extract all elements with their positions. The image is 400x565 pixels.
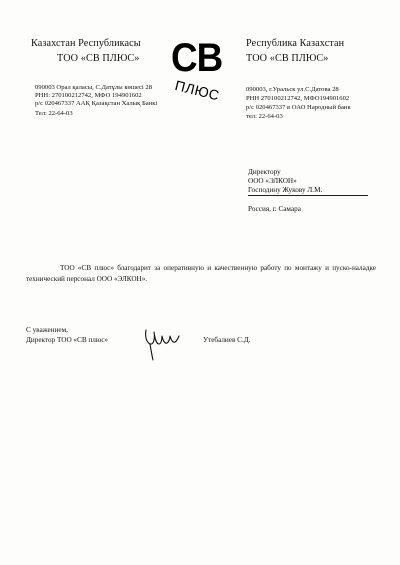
header-left-account: р/с 020467337 ААҚ Қазақстан Халық Банкі [35, 100, 158, 107]
recipient-title: Директору [248, 168, 281, 176]
letter-body: ТОО «СВ плюс» благодарит за оперативную и качественную работу по монтажу и пуско-наладке технический персонал ООО «ЭЛКОН». [26, 264, 376, 283]
signer-position: Директор ТОО «СВ плюс» [26, 336, 108, 344]
recipient-location: Россия, г. Самара [248, 205, 301, 213]
header-right-address: 090003, г.Уральск ул.С.Датова 28 [246, 86, 339, 93]
recipient-name: Господину Жукову Л.М. [248, 186, 323, 194]
header-right-country: Республика Казахстан [246, 38, 345, 49]
recipient-organization: ООО «ЭЛКОН» [248, 177, 297, 185]
company-logo [171, 38, 231, 104]
header-left-country: Казахстан Республикасы [31, 38, 141, 49]
logo-word: ПЛЮС [173, 77, 222, 104]
signer-name: Утебалиев С.Д. [203, 336, 251, 344]
header-right-account: р/с 020467337 в ОАО Народный банк [246, 104, 351, 111]
recipient-divider [248, 195, 368, 196]
header-left-rnn: РНН: 270100212742, МФО 194901602 [35, 92, 142, 99]
header-right-company: ТОО «СВ ПЛЮС» [246, 53, 329, 64]
header-left-address: 090003 Орал қаласы, С.Датұлы көшесі 28 [35, 84, 152, 91]
handwritten-signature [140, 322, 182, 362]
logo-letters: СВ [171, 36, 223, 80]
header-left-phone: Тел: 22-64-03 [35, 110, 73, 117]
closing-line: С уважением, [26, 326, 68, 334]
header-left-company: ТОО «СВ ПЛЮС» [57, 53, 140, 64]
header-right-phone: тел: 22-64-03 [246, 113, 283, 120]
header-right-rnn: РНН 270100212742, МФО194901602 [246, 95, 350, 102]
